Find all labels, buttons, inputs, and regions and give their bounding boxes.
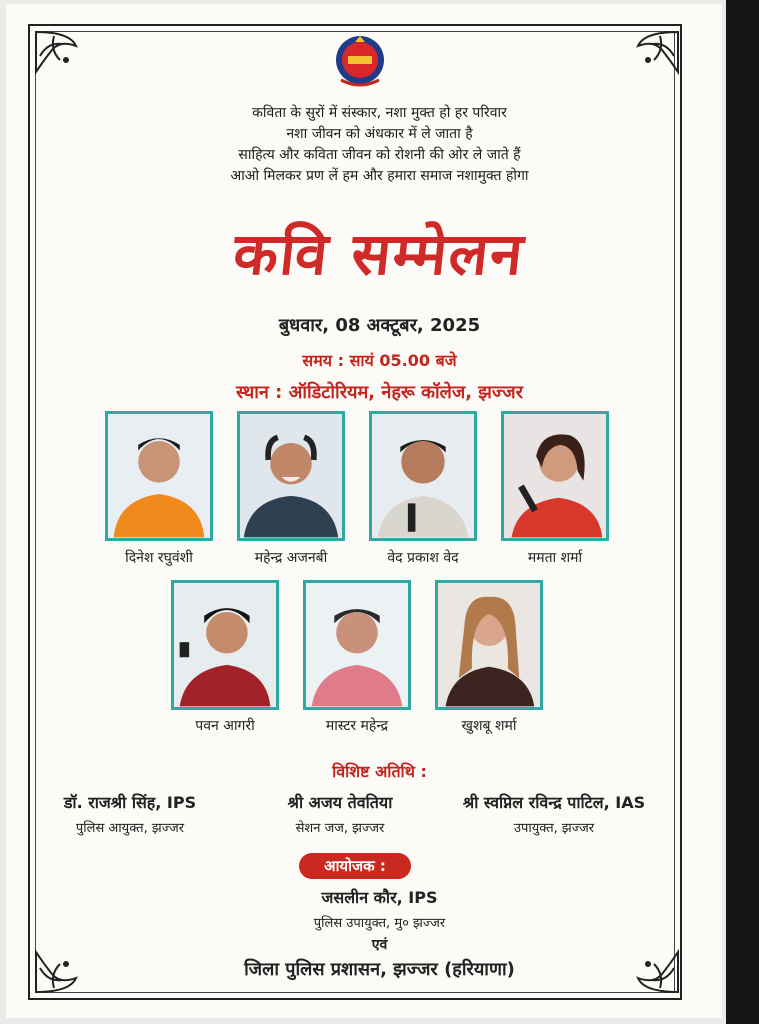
person-icon <box>504 414 606 538</box>
organizer-designation: पुलिस उपायुक्त, मु० झज्जर <box>313 916 446 931</box>
poet-name-5: पवन आगरी <box>195 718 255 734</box>
event-title: कवि सम्मेलन <box>230 220 529 288</box>
person-icon <box>438 583 540 707</box>
verse-line-4: आओ मिलकर प्रण लें हम और हमारा समाज नशामुक्त होगा <box>230 168 529 184</box>
ornament-top-left-icon <box>30 26 110 106</box>
haryana-police-logo-icon <box>327 30 393 96</box>
event-time: समय : सायं 05.00 बजे <box>302 351 457 370</box>
guest-name-3: श्री स्वप्निल रविन्द्र पाटिल, IAS <box>462 793 646 812</box>
poet-photo-4 <box>501 411 609 541</box>
poet-photo-2 <box>237 411 345 541</box>
poet-name-2: महेन्द्र अजनबी <box>254 550 328 566</box>
guest-designation-3: उपायुक्त, झज्जर <box>513 821 595 836</box>
poet-name-4: ममता शर्मा <box>527 550 583 566</box>
guests-heading: विशिष्ट अतिथि : <box>332 762 427 781</box>
guest-designation-2: सेशन जज, झज्जर <box>295 821 385 836</box>
person-icon <box>306 583 408 707</box>
guest-designation-1: पुलिस आयुक्त, झज्जर <box>75 821 185 836</box>
guest-name-1: डॉ. राजश्री सिंह, IPS <box>63 793 197 812</box>
verse-line-3: साहित्य और कविता जीवन को रोशनी की ओर ले जाते हैं <box>238 147 521 163</box>
person-icon <box>240 414 342 538</box>
evam-conjunction: एवं <box>371 937 388 953</box>
ornament-top-right-icon <box>604 26 684 106</box>
poet-name-7: खुशबू शर्मा <box>461 718 517 734</box>
organizer-badge: आयोजक : <box>299 853 411 879</box>
poet-photo-5 <box>171 580 279 710</box>
organizer-name: जसलीन कौर, IPS <box>321 888 438 907</box>
poet-photo-6 <box>303 580 411 710</box>
event-date: बुधवार, 08 अक्टूबर, 2025 <box>278 315 481 336</box>
poet-name-6: मास्टर महेन्द्र <box>325 718 389 734</box>
poet-name-3: वेद प्रकाश वेद <box>387 550 459 566</box>
verse-line-1: कविता के सुरों में संस्कार, नशा मुक्त हो हर परिवार <box>252 105 507 121</box>
person-icon <box>174 583 276 707</box>
event-venue: स्थान : ऑडिटोरियम, नेहरू कॉलेज, झज्जर <box>236 382 523 403</box>
verse-line-2: नशा जीवन को अंधकार में ले जाता है <box>286 126 473 142</box>
poet-photo-7 <box>435 580 543 710</box>
poet-photo-3 <box>369 411 477 541</box>
person-icon <box>372 414 474 538</box>
poet-name-1: दिनेश रघुवंशी <box>125 550 193 566</box>
district-police-administration: जिला पुलिस प्रशासन, झज्जर (हरियाणा) <box>244 959 515 980</box>
person-icon <box>108 414 210 538</box>
guest-name-2: श्री अजय तेवतिया <box>287 793 393 812</box>
poet-photo-1 <box>105 411 213 541</box>
